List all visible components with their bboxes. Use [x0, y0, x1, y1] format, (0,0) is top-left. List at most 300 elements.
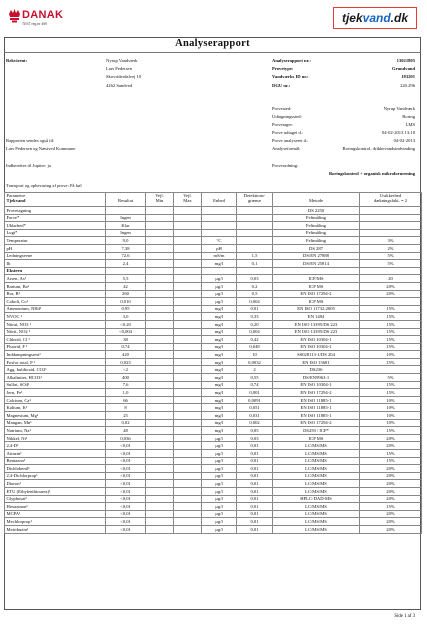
table-row: [5, 290, 422, 298]
cell-max: [174, 457, 202, 465]
cell-method: Feltmåling: [273, 229, 360, 237]
cell-max: [174, 412, 202, 420]
cell-detection-limit: 0,01: [237, 305, 273, 313]
cell-method: ICP MS: [273, 298, 360, 306]
table-row: [5, 404, 422, 412]
cell-uncertainty: 20%: [360, 525, 422, 533]
cell-max: [174, 237, 202, 245]
cell-result: 3,0: [106, 313, 146, 321]
analysis-purpose-value: Boringskontrol, drikkevandsindvinding: [342, 146, 415, 151]
cell-result: <0,01: [106, 480, 146, 488]
cell-unit: mg/l: [202, 389, 237, 397]
table-row: [5, 427, 422, 435]
cell-uncertainty: 10%: [360, 351, 422, 359]
danak-logo-text: DANAK: [22, 9, 64, 21]
cell-unit: µg/l: [202, 525, 237, 533]
cell-max: [174, 252, 202, 260]
cell-parameter: Kalium, K¹: [5, 404, 106, 412]
cell-min: [146, 518, 174, 526]
cell-parameter: Ledningsevne: [5, 252, 106, 260]
cell-uncertainty: 20%: [360, 465, 422, 473]
cell-method: EN ISO 15681: [273, 358, 360, 366]
cell-max: [174, 495, 202, 503]
crown-icon: [8, 8, 21, 23]
cell-detection-limit: 0,01: [237, 487, 273, 495]
cell-uncertainty: 10%: [360, 419, 422, 427]
table-row: [5, 207, 422, 215]
tjekvand-logo[interactable]: [333, 7, 417, 29]
sampled-date-value: 04-02-2013 13:10: [381, 130, 415, 135]
rekvirent-line: Skovriderdalvej 10: [106, 74, 142, 79]
cell-min: [146, 396, 174, 404]
cell-result: 0,036: [106, 434, 146, 442]
cell-result: 2,4: [106, 260, 146, 268]
cell-unit: mg/l: [202, 260, 237, 268]
table-row: [5, 465, 422, 473]
cell-min: [146, 503, 174, 511]
cell-max: [174, 465, 202, 473]
cell-method: DS/EN 27888: [273, 252, 360, 260]
cell-uncertainty: 10%: [360, 412, 422, 420]
cell-parameter: Ammonium, NH4¹: [5, 305, 106, 313]
sampled-date-label: Prove udtaget d.:: [272, 130, 304, 135]
cell-unit: °C: [202, 237, 237, 245]
cell-result: Ingen: [106, 214, 146, 222]
cell-parameter: Farve*: [5, 214, 106, 222]
table-row: [5, 389, 422, 397]
cell-parameter: Sulfat, SO4¹: [5, 381, 106, 389]
table-row: [5, 244, 422, 252]
cell-uncertainty: 20%: [360, 518, 422, 526]
cell-max: [174, 434, 202, 442]
title-divider: [4, 52, 421, 53]
cell-result: <0,01: [106, 450, 146, 458]
cell-method: [273, 267, 360, 275]
cell-result: <0,01: [106, 503, 146, 511]
table-row: [5, 419, 422, 427]
cell-detection-limit: [237, 207, 273, 215]
report-number-label: Analyserapport nr.:: [272, 58, 311, 63]
cell-detection-limit: 0,0091: [237, 396, 273, 404]
header-min: Vejl. Min: [146, 193, 174, 207]
cell-method: ICP MS: [273, 282, 360, 290]
cell-min: [146, 328, 174, 336]
cell-min: [146, 465, 174, 473]
cell-parameter: MCPA¹: [5, 510, 106, 518]
analysed-date-label: Prove analyseret d.:: [272, 138, 309, 143]
cell-unit: µg/l: [202, 518, 237, 526]
cell-result: 1,0: [106, 389, 146, 397]
cell-uncertainty: 10%: [360, 404, 422, 412]
cell-parameter: Nitrit, NO2 ¹: [5, 328, 106, 336]
cell-unit: mg/l: [202, 396, 237, 404]
cell-uncertainty: [360, 214, 422, 222]
cell-uncertainty: 15%: [360, 450, 422, 458]
cell-max: [174, 328, 202, 336]
cell-parameter: Inddampningsrest¹: [5, 351, 106, 359]
cell-uncertainty: 15%: [360, 358, 422, 366]
table-row: [5, 442, 422, 450]
cell-method: ICP MS: [273, 434, 360, 442]
cell-detection-limit: [237, 214, 273, 222]
cell-method: LC/MS/MS: [273, 457, 360, 465]
cell-parameter: Cobolt, Co¹: [5, 298, 106, 306]
cell-detection-limit: 0,001: [237, 389, 273, 397]
cell-min: [146, 480, 174, 488]
cell-min: [146, 434, 174, 442]
header-result: Resultat: [106, 193, 146, 207]
cell-method: EN ISO 11885-1: [273, 396, 360, 404]
cell-parameter: Arsen, As¹: [5, 275, 106, 283]
cell-detection-limit: 0,74: [237, 381, 273, 389]
cell-detection-limit: 0,01: [237, 518, 273, 526]
cell-unit: mg/l: [202, 419, 237, 427]
cell-method: EN ISO 10304-1: [273, 381, 360, 389]
section-row: [5, 267, 422, 275]
cell-detection-limit: 0,01: [237, 472, 273, 480]
cell-unit: mg/l: [202, 313, 237, 321]
cell-uncertainty: 5%: [360, 374, 422, 382]
cell-unit: mg/l: [202, 351, 237, 359]
cell-result: 0,010: [106, 298, 146, 306]
cell-unit: µg/l: [202, 510, 237, 518]
table-row: [5, 343, 422, 351]
cell-detection-limit: 0,01: [237, 525, 273, 533]
cell-method: EN ISO 13395/DS 223: [273, 320, 360, 328]
cell-parameter: Atrazin¹: [5, 450, 106, 458]
cell-min: [146, 472, 174, 480]
table-row: [5, 320, 422, 328]
cell-parameter: ETU (Ethylenthiourea)¹: [5, 487, 106, 495]
cell-min: [146, 320, 174, 328]
cell-unit: µg/l: [202, 487, 237, 495]
cell-uncertainty: 3%: [360, 237, 422, 245]
cell-max: [174, 244, 202, 252]
cell-detection-limit: 0,01: [237, 442, 273, 450]
cell-detection-limit: 0,01: [237, 457, 273, 465]
table-row: [5, 282, 422, 290]
table-row: [5, 510, 422, 518]
cell-result: Ingen: [106, 229, 146, 237]
cell-result: 7,38: [106, 244, 146, 252]
cell-unit: µg/l: [202, 434, 237, 442]
header-uncertainty: Usikkerhed dækningsfakt. = 2: [360, 193, 422, 207]
cell-result: <0,01: [106, 472, 146, 480]
header-parameter: Parametre Tjekvand: [5, 193, 106, 207]
cell-unit: mg/l: [202, 358, 237, 366]
cell-min: [146, 282, 174, 290]
cell-max: [174, 290, 202, 298]
cell-method: EN ISO 13395/DS 223: [273, 328, 360, 336]
table-row: [5, 472, 422, 480]
cell-min: [146, 495, 174, 503]
cell-uncertainty: 10%: [360, 396, 422, 404]
cell-result: <0,01: [106, 510, 146, 518]
cell-min: [146, 525, 174, 533]
cell-parameter: Jern, Fe¹: [5, 389, 106, 397]
cell-unit: µg/l: [202, 275, 237, 283]
cell-result: 9,0: [106, 237, 146, 245]
cell-max: [174, 503, 202, 511]
cell-uncertainty: 15%: [360, 313, 422, 321]
sampling-point-label: Udtagningssted:: [272, 114, 302, 119]
analysis-purpose-label: Analyseformål:: [272, 146, 301, 151]
cell-detection-limit: 0,42: [237, 336, 273, 344]
table-row: [5, 252, 422, 260]
cell-max: [174, 510, 202, 518]
cell-min: [146, 389, 174, 397]
cell-method: EN ISO 10304-1: [273, 336, 360, 344]
cell-parameter: Provetagning: [5, 207, 106, 215]
cell-parameter: Bentazon¹: [5, 457, 106, 465]
cell-parameter: Chlorid, Cl ¹: [5, 336, 106, 344]
cell-result: 48: [106, 427, 146, 435]
cell-unit: µg/l: [202, 457, 237, 465]
cell-result: 72,6: [106, 252, 146, 260]
cell-min: [146, 487, 174, 495]
table-row: [5, 480, 422, 488]
cell-result: 25: [106, 412, 146, 420]
table-row: [5, 229, 422, 237]
cell-unit: mg/l: [202, 381, 237, 389]
cell-min: [146, 427, 174, 435]
cell-detection-limit: 0,051: [237, 404, 273, 412]
cell-uncertainty: 15%: [360, 305, 422, 313]
cell-min: [146, 374, 174, 382]
waterworks-id-value: 183201: [401, 74, 415, 79]
cell-uncertainty: 20%: [360, 480, 422, 488]
cell-max: [174, 343, 202, 351]
danak-logo-subtext: TEST reg.nr 499: [22, 22, 48, 26]
cell-result: [106, 207, 146, 215]
cell-min: [146, 229, 174, 237]
cell-detection-limit: 0,004: [237, 298, 273, 306]
cell-parameter: Nitrat, NO3 ¹: [5, 320, 106, 328]
cell-min: [146, 381, 174, 389]
cell-result: <0,01: [106, 495, 146, 503]
cell-method: EN ISO 10304-1: [273, 343, 360, 351]
cell-max: [174, 229, 202, 237]
cell-result: <0,20: [106, 320, 146, 328]
cell-method: ICP/MS: [273, 275, 360, 283]
table-row: [5, 366, 422, 374]
cell-unit: mg/l: [202, 404, 237, 412]
cell-unit: µg/l: [202, 495, 237, 503]
cell-max: [174, 525, 202, 533]
cell-min: [146, 351, 174, 359]
table-row: [5, 298, 422, 306]
cell-min: [146, 252, 174, 260]
header-detection-limit: Detektions- grænse: [237, 193, 273, 207]
cell-max: [174, 442, 202, 450]
cell-detection-limit: 0,55: [237, 374, 273, 382]
cell-method: LC/MS/MS: [273, 487, 360, 495]
cell-min: [146, 412, 174, 420]
cell-uncertainty: 20: [360, 275, 422, 283]
cell-parameter: 2,4-Dichlorprop¹: [5, 472, 106, 480]
cell-parameter: Calcium, Ca¹: [5, 396, 106, 404]
cell-max: [174, 404, 202, 412]
cell-uncertainty: [360, 298, 422, 306]
cell-max: [174, 381, 202, 389]
cell-min: [146, 207, 174, 215]
table-row: [5, 222, 422, 230]
cell-min: [146, 305, 174, 313]
cell-result: 0,02: [106, 419, 146, 427]
cell-detection-limit: 0,01: [237, 480, 273, 488]
table-row: [5, 313, 422, 321]
cell-max: [174, 374, 202, 382]
cell-unit: mg/l: [202, 427, 237, 435]
cell-min: [146, 267, 174, 275]
cell-uncertainty: 20%: [360, 495, 422, 503]
cell-parameter: Ekstern: [5, 267, 106, 275]
cell-detection-limit: 0,5: [237, 290, 273, 298]
cell-min: [146, 237, 174, 245]
cell-detection-limit: 0,004: [237, 328, 273, 336]
cell-unit: µg/l: [202, 298, 237, 306]
waterworks-id-label: Vandværks ID nr.:: [272, 74, 309, 79]
cell-max: [174, 313, 202, 321]
cell-uncertainty: [360, 207, 422, 215]
table-header-row: [5, 193, 422, 207]
cell-result: <2: [106, 366, 146, 374]
sample-site-label: Provested:: [272, 106, 292, 111]
cell-max: [174, 450, 202, 458]
cell-max: [174, 487, 202, 495]
sampling-program-value: Boringskontrol + organisk mikroforurening: [329, 171, 415, 176]
cell-result: 400: [106, 374, 146, 382]
cell-unit: µg/l: [202, 503, 237, 511]
table-row: [5, 374, 422, 382]
cell-detection-limit: 0,2: [237, 282, 273, 290]
cell-detection-limit: 2: [237, 366, 273, 374]
cell-method: LC/MS/MS: [273, 510, 360, 518]
cell-detection-limit: 0,01: [237, 495, 273, 503]
cell-detection-limit: [237, 229, 273, 237]
cell-uncertainty: 20%: [360, 472, 422, 480]
jupiter-reporting: Indberettes til Jupiter: ja: [6, 163, 51, 168]
table-row: [5, 487, 422, 495]
cell-max: [174, 267, 202, 275]
cell-unit: mg/l: [202, 328, 237, 336]
cell-detection-limit: [237, 244, 273, 252]
cell-result: <0,004: [106, 328, 146, 336]
table-row: [5, 381, 422, 389]
cell-uncertainty: 15%: [360, 336, 422, 344]
cell-parameter: Dichlobenil¹: [5, 465, 106, 473]
cell-min: [146, 214, 174, 222]
cell-min: [146, 457, 174, 465]
rekvirent-label: Rekvirent:: [6, 58, 28, 63]
cell-unit: mg/l: [202, 343, 237, 351]
cell-parameter: Glyphosat¹: [5, 495, 106, 503]
cell-min: [146, 450, 174, 458]
cell-unit: µg/l: [202, 282, 237, 290]
cell-uncertainty: 15%: [360, 343, 422, 351]
cell-min: [146, 222, 174, 230]
cell-method: LC/MS/MS: [273, 480, 360, 488]
cell-max: [174, 389, 202, 397]
cell-detection-limit: 1,5: [237, 252, 273, 260]
cell-uncertainty: 15%: [360, 427, 422, 435]
cell-result: [106, 267, 146, 275]
cell-method: EN ISO 17294-2: [273, 290, 360, 298]
cell-parameter: 2,4-D¹: [5, 442, 106, 450]
cell-parameter: Metribuzin¹: [5, 525, 106, 533]
table-row: [5, 503, 422, 511]
cell-max: [174, 366, 202, 374]
cell-min: [146, 510, 174, 518]
table-row: [5, 396, 422, 404]
cell-max: [174, 320, 202, 328]
cell-parameter: Nikkel, Ni¹: [5, 434, 106, 442]
sample-type-value: Grundvand: [392, 66, 415, 71]
cell-min: [146, 358, 174, 366]
cell-unit: mg/l: [202, 305, 237, 313]
cell-max: [174, 305, 202, 313]
cell-method: SS028113-1/DS 204: [273, 351, 360, 359]
cell-result: Klar: [106, 222, 146, 230]
cell-parameter: Agg. kuldioxid, CO2¹: [5, 366, 106, 374]
cell-result: 7,6: [106, 381, 146, 389]
cell-detection-limit: 10: [237, 351, 273, 359]
table-row: [5, 525, 422, 533]
cell-parameter: Lugt*: [5, 229, 106, 237]
table-row: [5, 351, 422, 359]
table-row: [5, 412, 422, 420]
cell-result: <0,01: [106, 442, 146, 450]
cell-min: [146, 366, 174, 374]
tjekvand-logo-part1: tjek: [341, 11, 363, 25]
cell-max: [174, 358, 202, 366]
cell-max: [174, 419, 202, 427]
cell-method: Feltmåling: [273, 237, 360, 245]
table-row: [5, 275, 422, 283]
sampler-value: LMS: [405, 122, 415, 127]
cell-result: 5,5: [106, 275, 146, 283]
cell-method: DS236: [273, 366, 360, 374]
cell-min: [146, 275, 174, 283]
cell-method: DS/EN 25814: [273, 260, 360, 268]
analysed-date-value: 04-02-2013: [393, 138, 415, 143]
cell-detection-limit: 0,01: [237, 503, 273, 511]
cell-parameter: pH: [5, 244, 106, 252]
cell-result: 0,74: [106, 343, 146, 351]
cell-min: [146, 260, 174, 268]
cell-unit: [202, 214, 237, 222]
cell-method: Feltmåling: [273, 214, 360, 222]
cell-uncertainty: 15%: [360, 320, 422, 328]
cell-method: DS/EN9963-1: [273, 374, 360, 382]
cell-result: 38: [106, 336, 146, 344]
cell-unit: [202, 267, 237, 275]
cell-parameter: NVOC ¹: [5, 313, 106, 321]
cell-method: EN ISO 17294-2: [273, 419, 360, 427]
table-row: [5, 495, 422, 503]
cell-min: [146, 336, 174, 344]
cell-uncertainty: 2%: [360, 244, 422, 252]
cell-method: HPLC-DAD-MS: [273, 495, 360, 503]
cell-unit: [202, 229, 237, 237]
cell-parameter: Uklarhed*: [5, 222, 106, 230]
table-row: [5, 457, 422, 465]
cell-method: LC/MS/MS: [273, 503, 360, 511]
cell-max: [174, 222, 202, 230]
cell-min: [146, 244, 174, 252]
sampler-label: Provetager:: [272, 122, 294, 127]
cell-detection-limit: [237, 237, 273, 245]
